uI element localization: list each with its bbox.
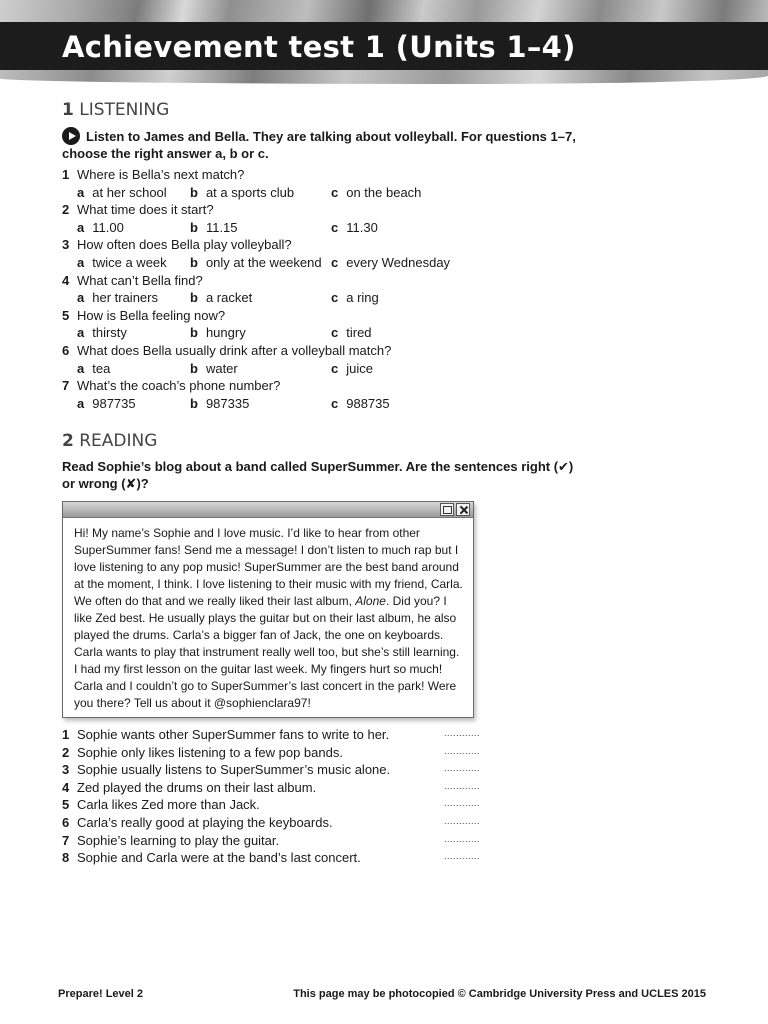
reading-instruction-line1: Read Sophie’s blog about a band called SuperSummer. Are the sentences right (✔) xyxy=(62,459,574,474)
answer-option-c[interactable] xyxy=(331,184,421,202)
blog-text-part1: Hi! My name’s Sophie and I love music. I’d like to hear from other SuperSummer fans! Send me a message! I don’t listen to much rap but I love listening to any pop music! SuperSummer are the best band around at the moment, I think. I love listening to their music with my friend, Carla. We often do that and we really liked their last album, xyxy=(74,526,463,608)
option-text: juice xyxy=(346,360,373,376)
question-row xyxy=(62,236,562,254)
answer-blank[interactable]: ............ xyxy=(444,833,481,844)
answer-option-c[interactable] xyxy=(331,254,450,272)
option-letter: c xyxy=(331,395,339,411)
brush-stroke-top xyxy=(0,0,768,22)
option-letter: b xyxy=(190,325,198,341)
option-text: hungry xyxy=(205,325,246,341)
answer-option-c[interactable] xyxy=(331,219,378,237)
answer-option-c[interactable] xyxy=(331,324,372,342)
option-text: every Wednesday xyxy=(346,254,451,270)
option-text: 987735 xyxy=(92,395,136,411)
option-text: at a sports club xyxy=(205,184,295,200)
answer-options-row xyxy=(62,219,562,237)
option-letter: a xyxy=(77,254,85,270)
statement-text: Sophie and Carla were at the band’s last concert. xyxy=(77,850,361,866)
statement-number: 1 xyxy=(62,727,70,742)
answer-option-b[interactable] xyxy=(190,254,322,272)
statement-number: 5 xyxy=(62,797,70,813)
reading-instruction-line2: or wrong (✘)? xyxy=(62,476,149,491)
option-letter: b xyxy=(190,254,198,270)
statement-text: Carla’s really good at playing the keyboards. xyxy=(77,814,333,830)
statement-number: 3 xyxy=(62,762,70,778)
answer-option-a[interactable] xyxy=(77,360,110,378)
question-row xyxy=(62,307,562,325)
option-letter: c xyxy=(331,290,339,306)
answer-blank[interactable]: ............ xyxy=(444,815,481,826)
listening-number: 1 xyxy=(62,100,74,120)
statement-text: Sophie usually listens to SuperSummer’s music alone. xyxy=(77,762,391,778)
question-number: 4 xyxy=(62,272,70,288)
option-letter: a xyxy=(77,290,85,306)
answer-blank[interactable]: ............ xyxy=(444,780,481,791)
listening-questions xyxy=(62,166,562,412)
option-letter: b xyxy=(190,290,198,306)
option-text: twice a week xyxy=(92,254,167,270)
header-banner xyxy=(0,0,768,88)
question-number: 5 xyxy=(62,307,70,323)
option-letter: c xyxy=(331,360,339,376)
answer-option-b[interactable] xyxy=(190,360,238,378)
option-letter: a xyxy=(77,184,85,200)
answer-option-b[interactable] xyxy=(190,395,249,413)
answer-option-c[interactable] xyxy=(331,289,379,307)
statement-row xyxy=(62,779,492,797)
answer-blank[interactable]: ............ xyxy=(444,728,481,738)
statement-text: Sophie wants other SuperSummer fans to write to her. xyxy=(77,727,390,742)
question-row xyxy=(62,377,562,395)
option-text: tired xyxy=(346,325,372,341)
option-letter: a xyxy=(77,395,85,411)
option-letter: c xyxy=(331,219,339,235)
option-letter: c xyxy=(331,325,339,341)
answer-option-c[interactable] xyxy=(331,395,390,413)
option-letter: b xyxy=(190,184,198,200)
answer-option-a[interactable] xyxy=(77,219,124,237)
option-text: a ring xyxy=(346,290,379,306)
reading-heading xyxy=(62,431,157,451)
question-number: 3 xyxy=(62,237,70,253)
listening-title: LISTENING xyxy=(79,100,170,120)
statement-text: Carla likes Zed more than Jack. xyxy=(77,797,260,813)
footer-copyright: This page may be photocopied © Cambridge University Press and UCLES 2015 xyxy=(293,988,706,1000)
blog-post-text xyxy=(63,518,473,712)
answer-option-a[interactable] xyxy=(77,184,167,202)
question-text: How is Bella feeling now? xyxy=(77,307,226,323)
option-text: 987335 xyxy=(205,395,250,411)
option-letter: b xyxy=(190,360,198,376)
question-row xyxy=(62,166,562,184)
option-text: 11.15 xyxy=(205,219,238,235)
close-icon[interactable] xyxy=(456,503,470,516)
answer-options-row xyxy=(62,360,562,378)
question-text: How often does Bella play volleyball? xyxy=(77,237,292,253)
statement-number: 4 xyxy=(62,779,70,795)
answer-option-b[interactable] xyxy=(190,289,252,307)
reading-number: 2 xyxy=(62,431,74,451)
listening-instruction-text: Listen to James and Bella. They are talking about volleyball. For questions 1–7, choose the right answer a, b or c. xyxy=(62,129,576,161)
answer-blank[interactable]: ............ xyxy=(444,851,481,862)
option-text: 11.00 xyxy=(92,219,124,235)
listening-heading xyxy=(62,100,169,120)
option-text: her trainers xyxy=(92,290,158,306)
reading-instruction xyxy=(62,458,622,492)
statement-number: 8 xyxy=(62,850,70,866)
statement-number: 7 xyxy=(62,832,70,848)
option-letter: c xyxy=(331,254,339,270)
maximize-icon[interactable] xyxy=(440,503,454,516)
statement-row xyxy=(62,796,492,814)
answer-blank[interactable]: ............ xyxy=(444,763,481,774)
answer-option-a[interactable] xyxy=(77,254,167,272)
question-text: Where is Bella’s next match? xyxy=(77,167,245,182)
option-text: at her school xyxy=(92,184,167,200)
page-title: Achievement test 1 (Units 1–4) xyxy=(62,30,576,64)
option-letter: a xyxy=(77,219,85,235)
option-text: only at the weekend xyxy=(205,254,322,270)
answer-options-row xyxy=(62,395,562,413)
answer-option-a[interactable] xyxy=(77,395,136,413)
statement-text: Sophie only likes listening to a few pop bands. xyxy=(77,744,343,760)
statement-row xyxy=(62,849,492,867)
answer-options-row xyxy=(62,254,562,272)
answer-blank[interactable]: ............ xyxy=(444,745,481,756)
statement-row xyxy=(62,814,492,832)
option-letter: b xyxy=(190,219,198,235)
option-letter: c xyxy=(331,184,339,200)
statement-row xyxy=(62,761,492,779)
option-text: 988735 xyxy=(346,395,390,411)
option-letter: a xyxy=(77,325,85,341)
question-text: What can’t Bella find? xyxy=(77,272,203,288)
statement-text: Sophie’s learning to play the guitar. xyxy=(77,832,280,848)
blog-titlebar xyxy=(63,502,473,518)
blog-album-title: Alone xyxy=(355,594,386,608)
question-text: What time does it start? xyxy=(77,202,214,218)
listening-instruction xyxy=(62,127,602,162)
answer-blank[interactable]: ............ xyxy=(444,798,481,809)
statement-row xyxy=(62,744,492,762)
question-row xyxy=(62,201,562,219)
answer-option-a[interactable] xyxy=(77,289,158,307)
answer-option-c[interactable] xyxy=(331,360,373,378)
option-letter: a xyxy=(77,360,85,376)
statement-text: Zed played the drums on their last album. xyxy=(77,779,317,795)
question-number: 7 xyxy=(62,378,70,394)
reading-title: READING xyxy=(79,431,158,451)
question-number: 2 xyxy=(62,202,70,218)
answer-option-b[interactable] xyxy=(190,324,246,342)
brush-stroke-bottom xyxy=(0,70,768,84)
question-row xyxy=(62,272,562,290)
question-number: 1 xyxy=(62,167,70,182)
answer-option-b[interactable] xyxy=(190,219,238,237)
option-text: water xyxy=(205,360,238,376)
statement-row xyxy=(62,832,492,850)
statement-number: 2 xyxy=(62,744,70,760)
option-text: 11.30 xyxy=(346,219,378,235)
footer-level: Prepare! Level 2 xyxy=(58,988,143,1000)
option-text: a racket xyxy=(205,290,253,306)
blog-window xyxy=(62,501,474,718)
question-number: 6 xyxy=(62,342,70,358)
statement-row xyxy=(62,726,492,744)
question-text: What’s the coach’s phone number? xyxy=(77,378,281,394)
blog-text-part2: . Did you? I like Zed best. He usually plays the guitar but on their last album, he also played the drums. Carla’s a bigger fan of Jack, the one on keyboards. Carla wants to play that instrument really well too, but she’s still learning. I had my first lesson on the guitar last week. My fingers hurt so much! Carla and I couldn’t go to SuperSummer’s last concert in the park! Were you there? Tell us about it @sophienclara97! xyxy=(74,594,460,710)
option-letter: b xyxy=(190,395,198,411)
answer-option-a[interactable] xyxy=(77,324,127,342)
reading-statements xyxy=(62,726,492,867)
answer-option-b[interactable] xyxy=(190,184,294,202)
statement-number: 6 xyxy=(62,814,70,830)
option-text: thirsty xyxy=(92,325,127,341)
option-text: on the beach xyxy=(346,184,422,200)
question-text: What does Bella usually drink after a volleyball match? xyxy=(77,342,392,358)
question-row xyxy=(62,342,562,360)
audio-play-icon[interactable] xyxy=(62,127,80,145)
answer-options-row xyxy=(62,324,562,342)
answer-options-row xyxy=(62,184,562,202)
answer-options-row xyxy=(62,289,562,307)
option-text: tea xyxy=(92,360,111,376)
